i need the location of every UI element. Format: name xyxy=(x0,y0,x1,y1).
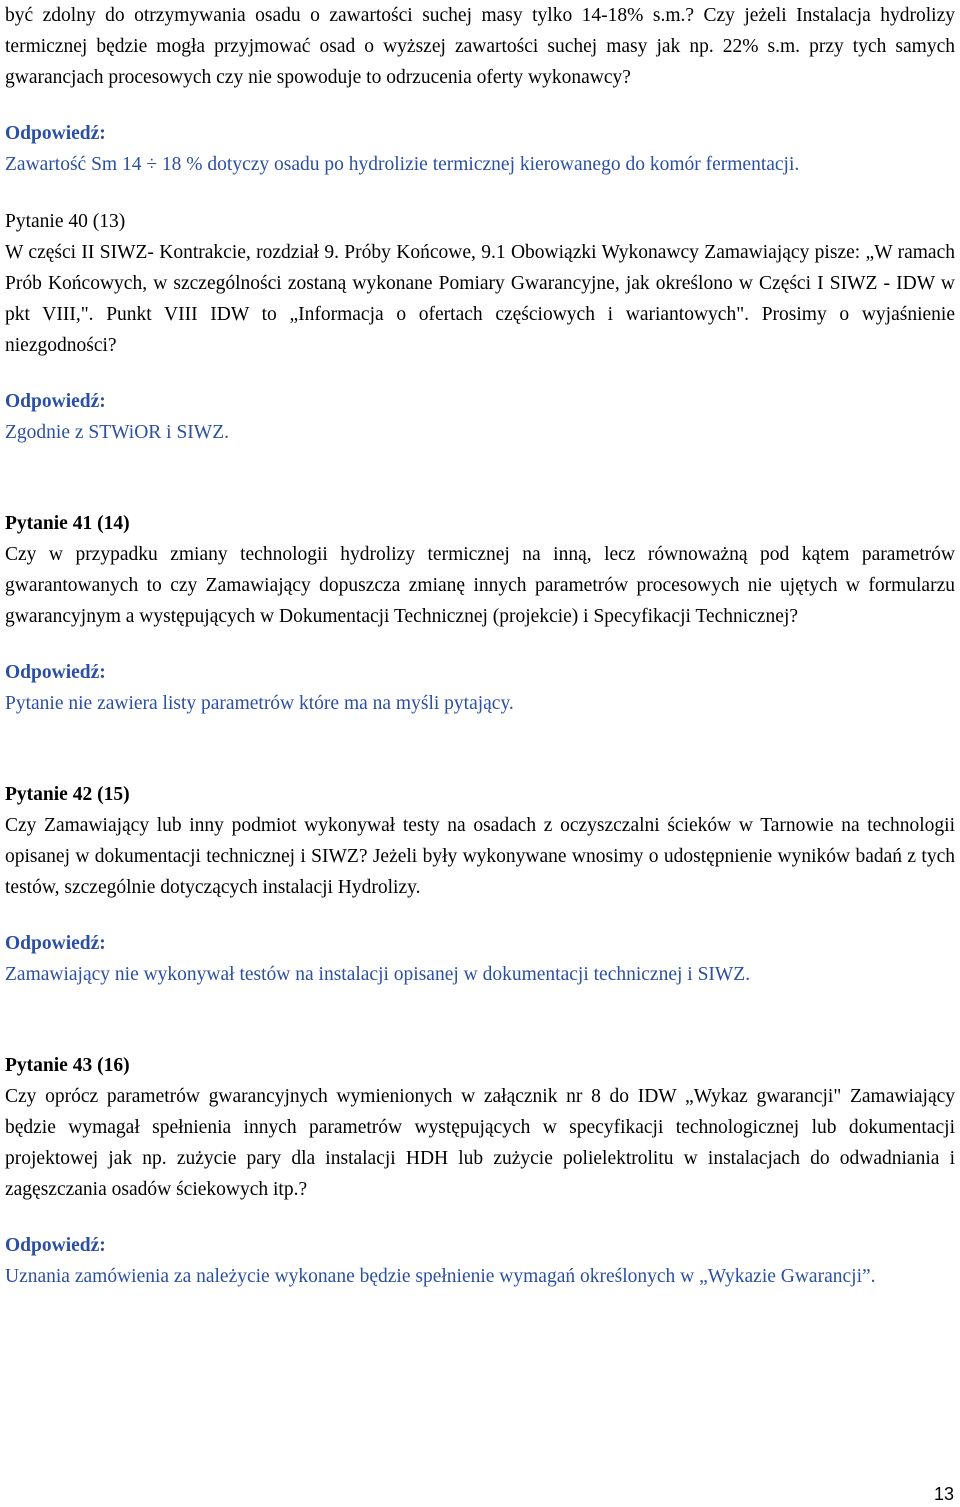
answer-label: Odpowiedź: xyxy=(5,123,106,144)
question-title: Pytanie 42 (15) xyxy=(5,784,130,805)
question-block xyxy=(5,1050,955,1292)
question-title: Pytanie 40 (13) xyxy=(5,211,126,232)
question-text: W części II SIWZ- Kontrakcie, rozdział 9. Próby Końcowe, 9.1 Obowiązki Wykonawcy Zamawiający pisze: „W ramach Prób Końcowych, w szczególności zostaną wykonane Pomiary Gwarancyjne, jak określono w Części I SIWZ - IDW w pkt VIII,". Punkt VIII IDW to „Informacja o ofertach częściowych i wariantowych". Prosimy o wyjaśnienie niezgodności? xyxy=(5,242,955,356)
intro-section xyxy=(5,0,955,180)
question-text: Czy oprócz parametrów gwarancyjnych wymienionych w załącznik nr 8 do IDW „Wykaz gwarancji" Zamawiający będzie wymagał spełnienia innych parametrów występujących w specyfikacji technologicznej lub dokumentacji projektowej jak np. zużycie pary dla instalacji HDH lub zużycie polielektrolitu w instalacjach do odwadniania i zagęszczania osadów ściekowych itp.? xyxy=(5,1086,955,1200)
question-text: Czy Zamawiający lub inny podmiot wykonywał testy na osadach z oczyszczalni ścieków w Tarnowie na technologii opisanej w dokumentacji technicznej i SIWZ? Jeżeli były wykonywane wnosimy o udostępnienie wyników badań z tych testów, szczególnie dotyczących instalacji Hydrolizy. xyxy=(5,815,955,898)
question-title: Pytanie 41 (14) xyxy=(5,513,130,534)
document-page xyxy=(5,0,955,1292)
answer-text: Zawartość Sm 14 ÷ 18 % dotyczy osadu po hydrolizie termicznej kierowanego do komór fermentacji. xyxy=(5,154,800,175)
page-number: 13 xyxy=(933,1484,954,1504)
question-block xyxy=(5,206,955,448)
answer-text: Zgodnie z STWiOR i SIWZ. xyxy=(5,422,229,443)
answer-label: Odpowiedź: xyxy=(5,1235,106,1256)
intro-question-text: być zdolny do otrzymywania osadu o zawartości suchej masy tylko 14-18% s.m.? Czy jeżeli Instalacja hydrolizy termicznej będzie mogła przyjmować osad o wyższej zawartości suchej masy jak np. 22% s.m. przy tych samych gwarancjach procesowych czy nie spowoduje to odrzucenia oferty wykonawcy? xyxy=(5,5,955,88)
question-block xyxy=(5,508,955,719)
answer-text: Uznania zamówienia za należycie wykonane będzie spełnienie wymagań określonych w „Wykazie Gwarancji”. xyxy=(5,1266,876,1287)
question-text: Czy w przypadku zmiany technologii hydrolizy termicznej na inną, lecz równoważną pod kątem parametrów gwarantowanych to czy Zamawiający dopuszcza zmianę innych parametrów procesowych nie ujętych w formularzu gwarancyjnym a występujących w Dokumentacji Technicznej (projekcie) i Specyfikacji Technicznej? xyxy=(5,544,955,627)
answer-label: Odpowiedź: xyxy=(5,391,106,412)
answer-label: Odpowiedź: xyxy=(5,662,106,683)
answer-text: Zamawiający nie wykonywał testów na instalacji opisanej w dokumentacji technicznej i SIWZ. xyxy=(5,964,751,985)
answer-text: Pytanie nie zawiera listy parametrów które ma na myśli pytający. xyxy=(5,693,514,714)
answer-label: Odpowiedź: xyxy=(5,933,106,954)
question-block xyxy=(5,779,955,990)
question-title: Pytanie 43 (16) xyxy=(5,1055,130,1076)
